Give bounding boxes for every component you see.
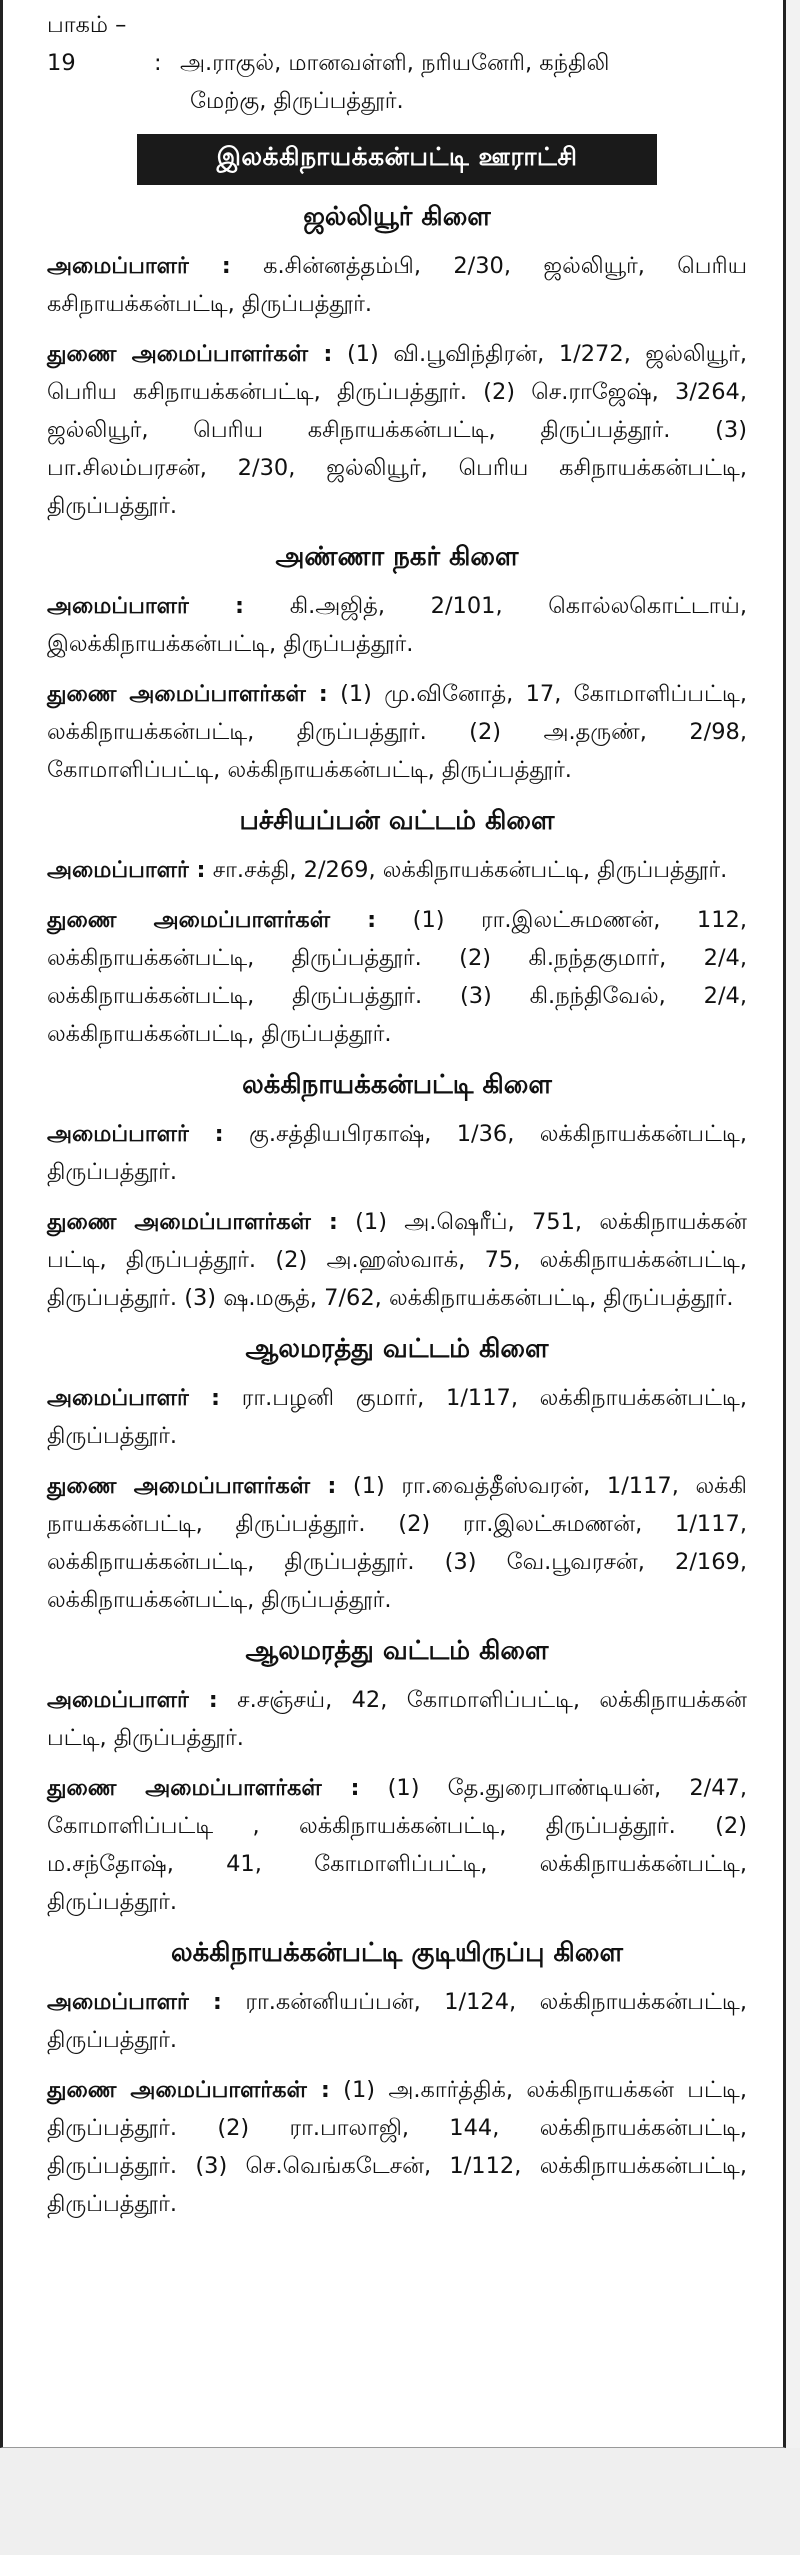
deputy-organizers-label: துணை அமைப்பாளர்கள் : bbox=[47, 1775, 360, 1801]
deputy-organizers-label: துணை அமைப்பாளர்கள் : bbox=[47, 2077, 330, 2103]
organizer-paragraph bbox=[47, 247, 747, 323]
organizer-label: அமைப்பாளர் : bbox=[47, 593, 245, 619]
deputy-organizers-paragraph bbox=[47, 901, 747, 1053]
organizer-text: ச.சஞ்சய், 42, கோமாளிப்பட்டி, லக்கிநாயக்கன் பட்டி, திருப்பத்தூர். bbox=[47, 1687, 747, 1751]
part-19-line-1 bbox=[47, 6, 747, 82]
part-label: பாகம் – 19 bbox=[47, 12, 127, 76]
branch-title: பச்சியப்பன் வட்டம் கிளை bbox=[239, 806, 555, 836]
branch-section bbox=[47, 801, 747, 1053]
branch-title: ஆலமரத்து வட்டம் கிளை bbox=[245, 1636, 549, 1666]
panchayat-banner: இலக்கிநாயக்கன்பட்டி ஊராட்சி bbox=[137, 134, 657, 185]
deputy-organizers-paragraph bbox=[47, 2071, 747, 2223]
deputy-organizers-label: துணை அமைப்பாளர்கள் : bbox=[47, 341, 333, 367]
deputy-organizers-text: (1) அ.கார்த்திக், லக்கிநாயக்கன் பட்டி, திருப்பத்தூர். (2) ரா.பாலாஜி, 144, லக்கிநாயக்கன்பட்டி, திருப்பத்தூர். (3) செ.வெங்கடேசன், 1/112, லக்கிநாயக்கன்பட்டி, திருப்பத்தூர். bbox=[47, 2077, 747, 2217]
deputy-organizers-text: (1) மு.வினோத், 17, கோமாளிப்பட்டி, லக்கிநாயக்கன்பட்டி, திருப்பத்தூர். (2) அ.தருண், 2/98, கோமாளிப்பட்டி, லக்கிநாயக்கன்பட்டி, திருப்பத்தூர். bbox=[47, 681, 747, 783]
organizer-paragraph bbox=[47, 587, 747, 663]
deputy-organizers-text: (1) தே.துரைபாண்டியன், 2/47, கோமாளிப்பட்டி , லக்கிநாயக்கன்பட்டி, திருப்பத்தூர். (2) ம.சந்தோஷ், 41, கோமாளிப்பட்டி, லக்கிநாயக்கன்பட்டி, திருப்பத்தூர். bbox=[47, 1775, 748, 1915]
part-19-entry bbox=[47, 6, 747, 120]
organizer-label: அமைப்பாளர் : bbox=[47, 1121, 224, 1147]
deputy-organizers-text: (1) ரா.இலட்சுமணன், 112, லக்கிநாயக்கன்பட்டி, திருப்பத்தூர். (2) கி.நந்தகுமார், 2/4, லக்கிநாயக்கன்பட்டி, திருப்பத்தூர். (3) கி.நந்திவேல், 2/4, லக்கிநாயக்கன்பட்டி, திருப்பத்தூர். bbox=[47, 907, 747, 1047]
deputy-organizers-label: துணை அமைப்பாளர்கள் : bbox=[47, 1473, 337, 1499]
branch-section bbox=[47, 1329, 747, 1619]
organizer-text: ரா.பழனி குமார், 1/117, லக்கிநாயக்கன்பட்டி, திருப்பத்தூர். bbox=[47, 1385, 747, 1449]
branch-title: ஆலமரத்து வட்டம் கிளை bbox=[245, 1334, 549, 1364]
deputy-organizers-paragraph bbox=[47, 1769, 747, 1921]
branch-section bbox=[47, 1065, 747, 1317]
part-colon: : bbox=[154, 50, 162, 76]
organizer-label: அமைப்பாளர் : bbox=[47, 1385, 221, 1411]
deputy-organizers-text: (1) ரா.வைத்தீஸ்வரன், 1/117, லக்கி நாயக்கன்பட்டி, திருப்பத்தூர். (2) ரா.இலட்சுமணன், 1/117, லக்கிநாயக்கன்பட்டி, திருப்பத்தூர். (3) வே.பூவரசன், 2/169, லக்கிநாயக்கன்பட்டி, திருப்பத்தூர். bbox=[47, 1473, 747, 1613]
organizer-label: அமைப்பாளர் : bbox=[47, 253, 231, 279]
branch-title: லக்கிநாயக்கன்பட்டி கிளை bbox=[242, 1070, 552, 1100]
organizer-label: அமைப்பாளர் : bbox=[47, 857, 206, 883]
deputy-organizers-label: துணை அமைப்பாளர்கள் : bbox=[47, 907, 377, 933]
organizer-text: கி.அஜித், 2/101, கொல்லகொட்டாய், இலக்கிநாயக்கன்பட்டி, திருப்பத்தூர். bbox=[47, 593, 747, 657]
organizer-text: சா.சக்தி, 2/269, லக்கிநாயக்கன்பட்டி, திருப்பத்தூர். bbox=[205, 857, 728, 883]
branch-title: அண்ணா நகர் கிளை bbox=[275, 542, 519, 572]
organizer-paragraph bbox=[47, 1983, 747, 2059]
organizer-paragraph bbox=[47, 1115, 747, 1191]
deputy-organizers-text: (1) வி.பூவிந்திரன், 1/272, ஜல்லியூர், பெரிய கசிநாயக்கன்பட்டி, திருப்பத்தூர். (2) செ.ராஜேஷ், 3/264, ஜல்லியூர், பெரிய கசிநாயக்கன்பட்டி, திருப்பத்தூர். (3) பா.சிலம்பரசன், 2/30, ஜல்லியூர், பெரிய கசிநாயக்கன்பட்டி, திருப்பத்தூர். bbox=[47, 341, 747, 519]
deputy-organizers-text: (1) அ.ஷெரீப், 751, லக்கிநாயக்கன் பட்டி, திருப்பத்தூர். (2) அ.ஹஸ்வாக், 75, லக்கிநாயக்கன்பட்டி, திருப்பத்தூர். (3) ஷ.மசூத், 7/62, லக்கிநாயக்கன்பட்டி, திருப்பத்தூர். bbox=[47, 1209, 747, 1311]
deputy-organizers-label: துணை அமைப்பாளர்கள் : bbox=[47, 681, 328, 707]
organizer-label: அமைப்பாளர் : bbox=[47, 1687, 218, 1713]
organizer-text: க.சின்னத்தம்பி, 2/30, ஜல்லியூர், பெரிய கசிநாயக்கன்பட்டி, திருப்பத்தூர். bbox=[47, 253, 747, 317]
organizer-paragraph bbox=[47, 851, 747, 889]
deputy-organizers-paragraph bbox=[47, 675, 747, 789]
deputy-organizers-paragraph bbox=[47, 335, 747, 525]
organizer-paragraph bbox=[47, 1681, 747, 1757]
organizer-text: ரா.கன்னியப்பன், 1/124, லக்கிநாயக்கன்பட்டி, திருப்பத்தூர். bbox=[47, 1989, 747, 2053]
organizer-text: கு.சத்தியபிரகாஷ், 1/36, லக்கிநாயக்கன்பட்டி, திருப்பத்தூர். bbox=[47, 1121, 747, 1185]
deputy-organizers-paragraph bbox=[47, 1467, 747, 1619]
part-address-line-1: அ.ராகுல், மானவள்ளி, நரியனேரி, கந்திலி bbox=[180, 50, 610, 76]
deputy-organizers-paragraph bbox=[47, 1203, 747, 1317]
page-bottom-margin bbox=[0, 2448, 800, 2555]
branch-section bbox=[47, 1933, 747, 2223]
deputy-organizers-label: துணை அமைப்பாளர்கள் : bbox=[47, 1209, 338, 1235]
branch-title: லக்கிநாயக்கன்பட்டி குடியிருப்பு கிளை bbox=[171, 1938, 623, 1968]
branch-section bbox=[47, 197, 747, 525]
part-address-line-2: மேற்கு, திருப்பத்தூர். bbox=[190, 88, 404, 114]
branch-section bbox=[47, 537, 747, 789]
organizer-paragraph bbox=[47, 1379, 747, 1455]
organizer-label: அமைப்பாளர் : bbox=[47, 1989, 222, 2015]
branch-title: ஜல்லியூர் கிளை bbox=[303, 202, 491, 232]
branch-section bbox=[47, 1631, 747, 1921]
